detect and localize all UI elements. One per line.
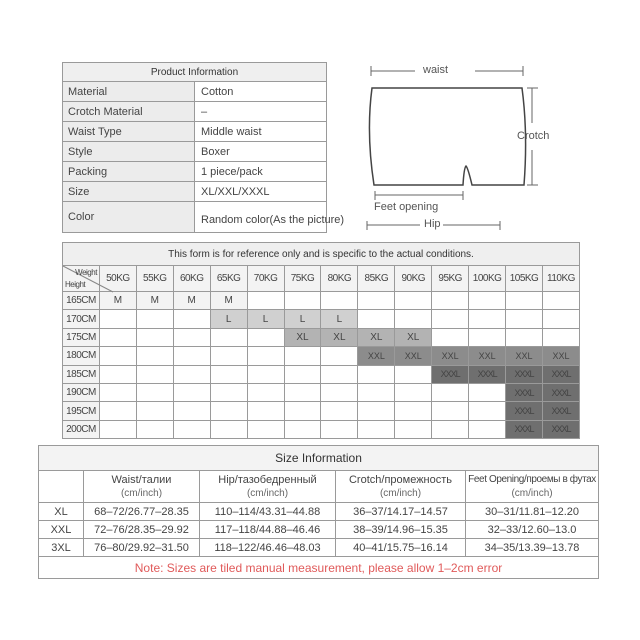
product-info-title: Product Information [63, 63, 327, 82]
weight-header: 110KG [542, 266, 579, 292]
measurement-cell: 72–76/28.35–29.92 [84, 521, 200, 539]
empty-cell [247, 365, 284, 383]
empty-cell [432, 328, 469, 346]
column-name: Hip/тазобедренный [218, 473, 317, 486]
empty-cell [99, 420, 136, 438]
weight-header: 90KG [395, 266, 432, 292]
measurement-cell: 76–80/29.92–31.50 [84, 539, 200, 557]
empty-cell [469, 383, 506, 401]
weight-header: 65KG [210, 266, 247, 292]
product-info-row [63, 82, 327, 102]
empty-cell [99, 328, 136, 346]
height-label: 170CM [63, 310, 100, 328]
empty-cell [247, 328, 284, 346]
size-diagram [360, 58, 560, 233]
size-cell-xxxl: XXXL [432, 365, 469, 383]
empty-header-cell [39, 471, 84, 503]
empty-cell [432, 310, 469, 328]
chart-row [63, 347, 580, 365]
size-row [39, 521, 599, 539]
corner-cell [63, 266, 100, 292]
empty-cell [247, 347, 284, 365]
product-info-label: Packing [63, 162, 195, 182]
size-cell-l: L [321, 310, 358, 328]
size-cell-xxl: XXL [469, 347, 506, 365]
product-info-row [63, 142, 327, 162]
empty-cell [99, 347, 136, 365]
empty-cell [358, 310, 395, 328]
weight-axis-label: Weight [75, 268, 97, 277]
size-column-header [84, 471, 200, 503]
size-cell-m: M [173, 292, 210, 310]
height-label: 175CM [63, 328, 100, 346]
weight-header: 100KG [469, 266, 506, 292]
empty-cell [469, 328, 506, 346]
empty-cell [136, 310, 173, 328]
waist-label: waist [423, 64, 449, 76]
weight-header: 55KG [136, 266, 173, 292]
size-cell-xxl: XXL [432, 347, 469, 365]
empty-cell [358, 402, 395, 420]
empty-cell [506, 310, 543, 328]
weight-header: 75KG [284, 266, 321, 292]
empty-cell [210, 328, 247, 346]
product-info-label: Style [63, 142, 195, 162]
size-cell-xxxl: XXXL [506, 420, 543, 438]
size-cell-xxxl: XXXL [506, 383, 543, 401]
product-info-label: Crotch Material [63, 102, 195, 122]
size-cell-xl: XL [395, 328, 432, 346]
empty-cell [173, 420, 210, 438]
size-cell-xxl: XXL [395, 347, 432, 365]
product-info-row [63, 182, 327, 202]
size-cell-xxxl: XXXL [542, 383, 579, 401]
size-cell-m: M [136, 292, 173, 310]
column-unit: (cm/inch) [511, 487, 553, 499]
empty-cell [247, 292, 284, 310]
product-info-value: XL/XXL/XXXL [195, 182, 327, 202]
empty-cell [173, 347, 210, 365]
measurement-cell: 36–37/14.17–14.57 [336, 503, 466, 521]
size-cell-xxxl: XXXL [506, 402, 543, 420]
empty-cell [284, 402, 321, 420]
product-info-row [63, 202, 327, 233]
hip-label: Hip [424, 218, 441, 230]
empty-cell [247, 383, 284, 401]
product-info-label: Size [63, 182, 195, 202]
size-cell-xl: XL [284, 328, 321, 346]
chart-row [63, 420, 580, 438]
empty-cell [136, 383, 173, 401]
empty-cell [358, 420, 395, 438]
measurement-cell: 34–35/13.39–13.78 [466, 539, 599, 557]
size-cell-l: L [284, 310, 321, 328]
measurement-cell: 30–31/11.81–12.20 [466, 503, 599, 521]
empty-cell [469, 420, 506, 438]
empty-cell [395, 402, 432, 420]
product-info-label: Material [63, 82, 195, 102]
empty-cell [542, 292, 579, 310]
height-axis-label: Height [65, 280, 86, 289]
measurement-cell: 68–72/26.77–28.35 [84, 503, 200, 521]
product-info-value: Cotton [195, 82, 327, 102]
empty-cell [358, 365, 395, 383]
product-info-value: Boxer [195, 142, 327, 162]
weight-header: 105KG [506, 266, 543, 292]
empty-cell [99, 383, 136, 401]
weight-header: 60KG [173, 266, 210, 292]
empty-cell [432, 420, 469, 438]
empty-cell [506, 292, 543, 310]
height-label: 190CM [63, 383, 100, 401]
empty-cell [542, 328, 579, 346]
empty-cell [432, 383, 469, 401]
size-cell-l: L [247, 310, 284, 328]
size-cell-m: M [99, 292, 136, 310]
product-info-row [63, 162, 327, 182]
empty-cell [321, 365, 358, 383]
chart-row [63, 402, 580, 420]
measurement-cell: 38–39/14.96–15.35 [336, 521, 466, 539]
empty-cell [395, 292, 432, 310]
column-name: Waist/талии [111, 473, 172, 486]
size-column-header [466, 471, 599, 503]
empty-cell [136, 365, 173, 383]
column-unit: (cm/inch) [379, 487, 422, 499]
empty-cell [284, 383, 321, 401]
chart-row [63, 328, 580, 346]
measurement-cell: 117–118/44.88–46.46 [200, 521, 336, 539]
empty-cell [210, 347, 247, 365]
empty-cell [432, 292, 469, 310]
empty-cell [358, 383, 395, 401]
empty-cell [321, 292, 358, 310]
height-label: 165CM [63, 292, 100, 310]
empty-cell [284, 420, 321, 438]
empty-cell [173, 365, 210, 383]
empty-cell [173, 328, 210, 346]
product-info-row [63, 122, 327, 142]
empty-cell [542, 310, 579, 328]
size-cell-m: M [210, 292, 247, 310]
empty-cell [321, 347, 358, 365]
empty-cell [395, 420, 432, 438]
size-row [39, 503, 599, 521]
empty-cell [210, 383, 247, 401]
size-label: XXL [39, 521, 84, 539]
empty-cell [321, 383, 358, 401]
empty-cell [506, 328, 543, 346]
empty-cell [284, 365, 321, 383]
size-column-header [336, 471, 466, 503]
empty-cell [284, 292, 321, 310]
weight-header: 85KG [358, 266, 395, 292]
size-cell-xxxl: XXXL [469, 365, 506, 383]
size-column-header [200, 471, 336, 503]
size-cell-xxl: XXL [506, 347, 543, 365]
product-info-row [63, 102, 327, 122]
product-info-value: Random color(As the picture) [195, 202, 327, 233]
empty-cell [284, 347, 321, 365]
size-cell-xxl: XXL [542, 347, 579, 365]
empty-cell [247, 402, 284, 420]
measurement-cell: 40–41/15.75–16.14 [336, 539, 466, 557]
column-unit: (cm/inch) [246, 487, 289, 499]
size-cell-l: L [210, 310, 247, 328]
column-unit: (cm/inch) [120, 487, 163, 499]
empty-cell [395, 383, 432, 401]
column-name: Feet Opening/проемы в футах [468, 473, 596, 485]
empty-cell [210, 365, 247, 383]
size-label: XL [39, 503, 84, 521]
empty-cell [173, 383, 210, 401]
chart-title: This form is for reference only and is specific to the actual conditions. [63, 243, 580, 266]
empty-cell [173, 310, 210, 328]
empty-cell [210, 402, 247, 420]
product-info-value: Middle waist [195, 122, 327, 142]
weight-header: 80KG [321, 266, 358, 292]
empty-cell [321, 402, 358, 420]
height-label: 200CM [63, 420, 100, 438]
column-name: Crotch/промежность [348, 473, 453, 486]
empty-cell [136, 420, 173, 438]
size-information-table [38, 445, 599, 579]
empty-cell [136, 402, 173, 420]
height-label: 195CM [63, 402, 100, 420]
size-cell-xxxl: XXXL [542, 420, 579, 438]
size-cell-xxxl: XXXL [542, 365, 579, 383]
empty-cell [99, 365, 136, 383]
empty-cell [395, 310, 432, 328]
empty-cell [99, 310, 136, 328]
chart-row [63, 383, 580, 401]
empty-cell [321, 420, 358, 438]
size-cell-xxl: XXL [358, 347, 395, 365]
chart-row [63, 365, 580, 383]
size-cell-xl: XL [358, 328, 395, 346]
measurement-note: Note: Sizes are tiled manual measurement, please allow 1–2cm error [39, 557, 599, 579]
height-label: 185CM [63, 365, 100, 383]
empty-cell [395, 365, 432, 383]
size-cell-xxxl: XXXL [542, 402, 579, 420]
empty-cell [136, 347, 173, 365]
product-info-value: 1 piece/pack [195, 162, 327, 182]
empty-cell [99, 402, 136, 420]
empty-cell [210, 420, 247, 438]
weight-header: 70KG [247, 266, 284, 292]
measurement-cell: 32–33/12.60–13.0 [466, 521, 599, 539]
empty-cell [173, 402, 210, 420]
empty-cell [469, 292, 506, 310]
measurement-cell: 110–114/43.31–44.88 [200, 503, 336, 521]
empty-cell [136, 328, 173, 346]
size-cell-xxxl: XXXL [506, 365, 543, 383]
size-info-title: Size Information [39, 446, 599, 471]
product-info-label: Color [63, 202, 195, 233]
empty-cell [432, 402, 469, 420]
empty-cell [469, 310, 506, 328]
product-info-label: Waist Type [63, 122, 195, 142]
size-cell-xl: XL [321, 328, 358, 346]
empty-cell [247, 420, 284, 438]
empty-cell [469, 402, 506, 420]
height-label: 180CM [63, 347, 100, 365]
empty-cell [358, 292, 395, 310]
feet-opening-label: Feet opening [374, 201, 439, 213]
size-row [39, 539, 599, 557]
weight-header: 50KG [99, 266, 136, 292]
crotch-label: Crotch [517, 130, 550, 142]
chart-row [63, 310, 580, 328]
chart-row [63, 292, 580, 310]
product-information-table [62, 62, 345, 233]
weight-height-size-chart [62, 242, 580, 439]
product-info-value: – [195, 102, 327, 122]
weight-header: 95KG [432, 266, 469, 292]
size-label: 3XL [39, 539, 84, 557]
measurement-cell: 118–122/46.46–48.03 [200, 539, 336, 557]
